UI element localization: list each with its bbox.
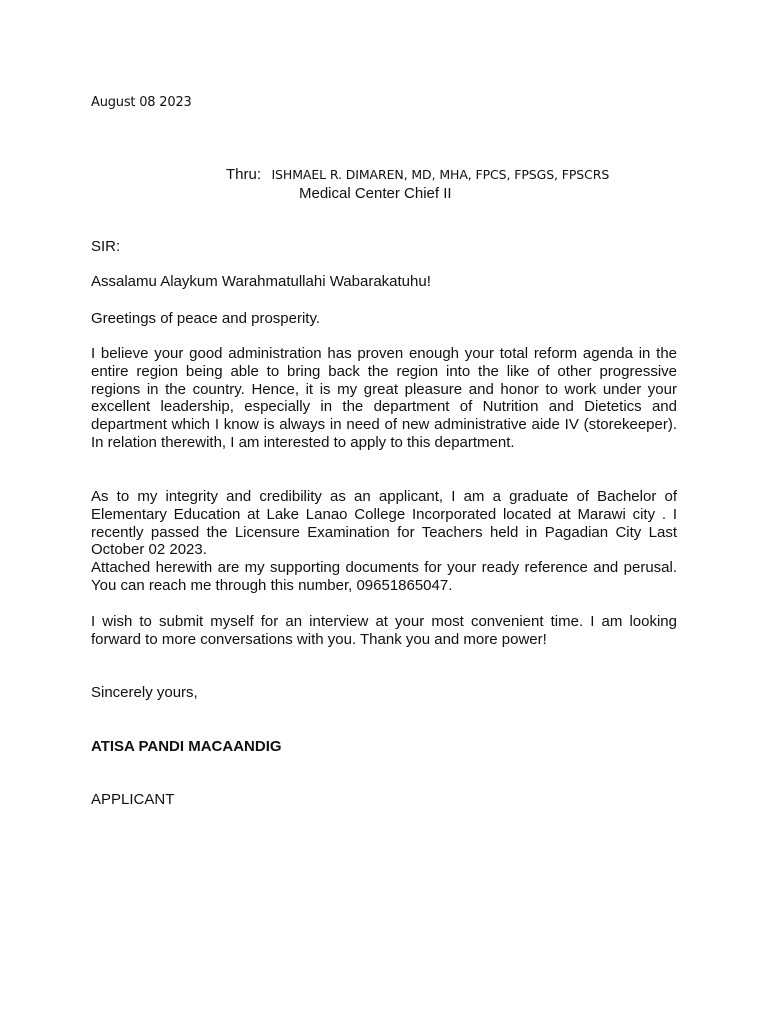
- letter-date: August 08 2023: [91, 95, 192, 110]
- signer-role: APPLICANT: [91, 791, 175, 808]
- thru-title: Medical Center Chief II: [299, 185, 452, 202]
- paragraph-greeting-religious: Assalamu Alaykum Warahmatullahi Wabarakatuhu!: [91, 273, 431, 290]
- closing: Sincerely yours,: [91, 684, 198, 701]
- salutation: SIR:: [91, 238, 121, 255]
- thru-name: ISHMAEL R. DIMAREN, MD, MHA, FPCS, FPSGS, FPSCRS: [271, 167, 610, 182]
- paragraph-attachments: Attached herewith are my supporting documents for your ready reference and perusal. You can reach me through this number, 09651865047.: [91, 559, 677, 594]
- thru-line: [226, 166, 609, 184]
- paragraph-credentials: As to my integrity and credibility as an applicant, I am a graduate of Bachelor of Elementary Education at Lake Lanao College Incorporated located at Marawi city . I recently passed the Licensure Examination for Teachers held in Pagadian City Last October 02 2023.: [91, 488, 677, 559]
- paragraph-greeting: Greetings of peace and prosperity.: [91, 310, 321, 327]
- paragraph-introduction: I believe your good administration has proven enough your total reform agenda in the entire region being able to bring back the region into the like of other progressive regions in the country. Hence, it is my great pleasure and honor to work under your excellent leadership, especially in the department of Nutrition and Dietetics and department which I know is always in need of new administrative aide IV (storekeeper). In relation therewith, I am interested to apply to this department.: [91, 345, 677, 451]
- paragraph-request: I wish to submit myself for an interview at your most convenient time. I am looking forward to more conversations with you. Thank you and more power!: [91, 613, 677, 648]
- signer-name: ATISA PANDI MACAANDIG: [91, 738, 282, 755]
- thru-label: Thru:: [226, 166, 262, 183]
